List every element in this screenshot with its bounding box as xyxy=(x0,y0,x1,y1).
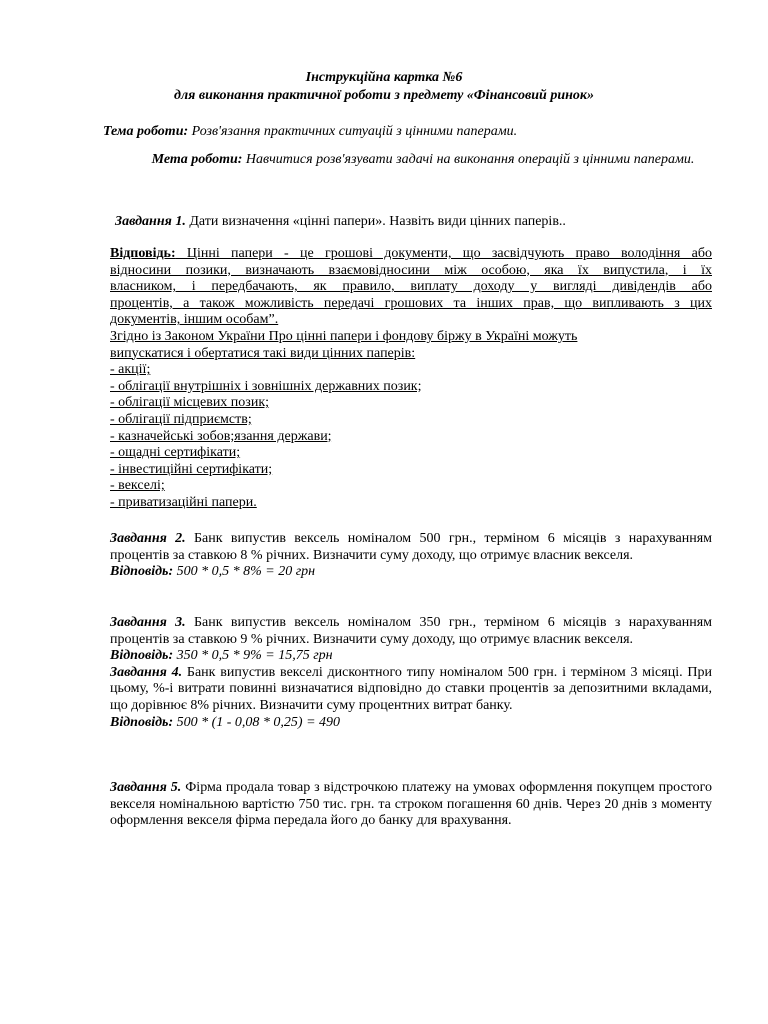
securities-list-item: - інвестиційні сертифікати; xyxy=(110,461,273,477)
topic-text: Розв'язання практичних ситуацій з цінними паперами. xyxy=(188,124,518,139)
task-3 xyxy=(110,615,712,731)
task-2-text: Банк випустив вексель номіналом 500 грн., терміном 6 місяців з нарахуванням процентів за ставкою 8 % річних. Визначити суму доходу, що отримує власник векселя. xyxy=(110,531,712,563)
securities-list-item: - векселі; xyxy=(110,478,165,494)
answer-1-line: документів, іншим особам”. xyxy=(110,312,279,328)
securities-list-item: - облігації підприємств; xyxy=(110,411,252,427)
task-3-answer-label: Відповідь: xyxy=(110,648,174,664)
answer-1-line: відносини позики, визначають взаємовідносини між особою, яка їх випустила, і їх xyxy=(110,262,712,278)
task-5-text: Фірма продала товар з відстрочкою платежу на умовах оформлення покупцем простого векселя номінальною вартістю 750 тис. грн. та строком погашення 60 днів. Через 20 днів з моменту оформлення векселя фірма передала його до банку для врахування. xyxy=(110,780,712,829)
law-line: Згідно із Законом України Про цінні папери і фондову біржу в Україні можуть xyxy=(110,328,578,344)
task-3-text: Банк випустив вексель номіналом 350 грн., терміном 6 місяців з нарахуванням процентів за ставкою 9 % річних. Визначити суму доходу, що отримує власник векселя. xyxy=(110,615,712,647)
task-3-answer: 350 * 0,5 * 9% = 15,75 грн xyxy=(173,648,333,664)
task-4-answer: 500 * (1 - 0,08 * 0,25) = 490 xyxy=(173,714,341,730)
task-4-answer-label: Відповідь: xyxy=(110,714,174,730)
topic-label: Тема роботи: xyxy=(103,124,189,139)
card-subtitle: для виконання практичної роботи з предмету «Фінансовий ринок» xyxy=(174,88,594,103)
topic-line xyxy=(103,123,723,141)
answer-1 xyxy=(110,246,712,512)
securities-list-item: - ощадні сертифікати; xyxy=(110,445,241,461)
task-4-text: Банк випустив векселі дисконтного типу номіналом 500 грн. і терміном 3 місяці. При цьому, %-і витрати повинні визначатися відповідно до ставки процентів за депозитними вкладами, що дорівнює 8% річних. Визначити суму процентних витрат банку. xyxy=(110,664,712,713)
answer-1-line: процентів, а також можливість передачі грошових та інших прав, що випливають з цих xyxy=(110,295,712,311)
goal-text: Навчитися розв'язувати задачі на виконання операцій з цінними паперами. xyxy=(242,152,695,167)
goal-line xyxy=(143,151,703,168)
task-1-text: Дати визначення «цінні папери». Назвіть види цінних паперів.. xyxy=(185,214,566,229)
law-line: випускатися і обертатися такі види цінних паперів: xyxy=(110,345,416,361)
goal-label: Мета роботи: xyxy=(151,152,243,167)
task-5-label: Завдання 5. xyxy=(110,780,182,795)
answer-1-label: Відповідь: xyxy=(110,246,176,261)
securities-list-item: - облігації внутрішніх і зовнішніх державних позик; xyxy=(110,378,422,394)
securities-list-item: - приватизаційні папери. xyxy=(110,494,257,510)
answer-1-line: Відповідь: Цінні папери - це грошові документи, що засвідчують право володіння або xyxy=(110,246,712,261)
task-4-label: Завдання 4. xyxy=(110,664,183,680)
task-5 xyxy=(110,780,712,830)
task-2-answer-label: Відповідь: xyxy=(110,564,174,580)
task-3-label: Завдання 3. xyxy=(110,615,186,630)
securities-list-item: - облігації місцевих позик; xyxy=(110,395,270,411)
securities-list-item: - акції; xyxy=(110,362,151,378)
card-title: Інструкційна картка №6 xyxy=(305,70,463,85)
securities-list-item: - казначейські зобов;язання держави; xyxy=(110,428,332,444)
task-2-label: Завдання 2. xyxy=(110,531,186,546)
task-2-answer: 500 * 0,5 * 8% = 20 грн xyxy=(173,564,316,580)
answer-1-line: власником, і передбачають, як правило, виплату доходу у вигляді дивідендів або xyxy=(110,279,712,295)
task-2 xyxy=(110,531,712,581)
task-1 xyxy=(115,213,715,231)
task-1-label: Завдання 1. xyxy=(115,214,186,229)
